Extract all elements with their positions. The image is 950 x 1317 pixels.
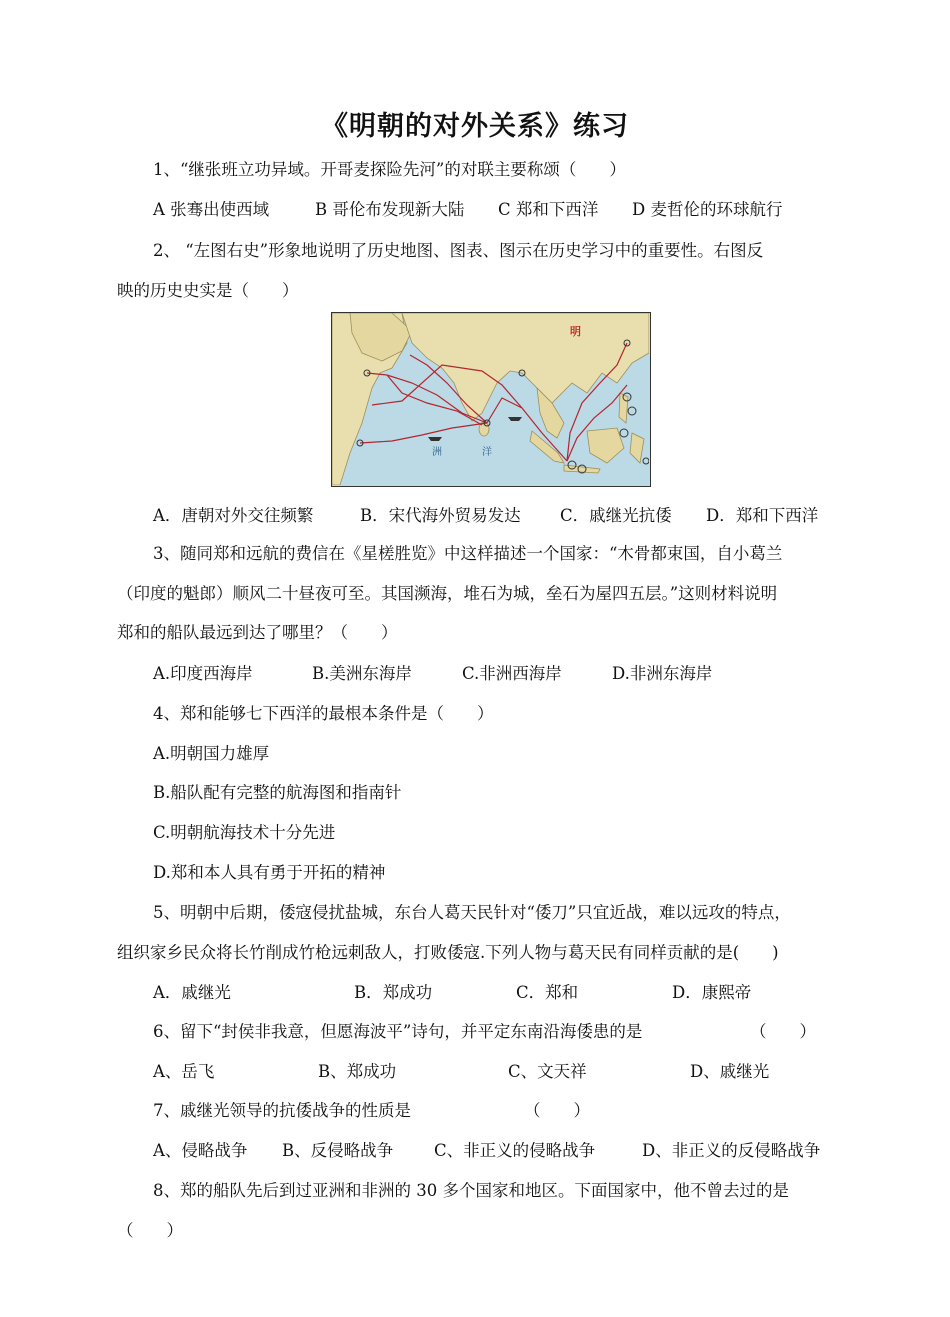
q4-stem: 4、郑和能够七下西洋的最根本条件是（ ） — [153, 704, 494, 723]
q2-option-c: C．戚继光抗倭 — [560, 506, 672, 525]
q6-stem: 6、留下“封侯非我意，但愿海波平”诗句，并平定东南沿海倭患的是 — [153, 1022, 643, 1041]
q5-line2: 组织家乡民众将长竹削成竹枪远刺敌人，打败倭寇.下列人物与葛天民有同样贡献的是( ) — [117, 943, 779, 962]
q3-line1: 3、随同郑和远航的费信在《星槎胜览》中这样描述一个国家：“木骨都束国，自小葛兰 — [153, 544, 783, 563]
q7-option-a: A、侵略战争 — [153, 1141, 248, 1160]
q1-option-d: D 麦哲伦的环球航行 — [632, 200, 783, 219]
map-graphic — [332, 313, 649, 485]
q2-stem-line1: 2、 “左图右史”形象地说明了历史地图、图表、图示在历史学习中的重要性。右图反 — [153, 241, 764, 260]
q3-option-d: D.非洲东海岸 — [612, 664, 713, 683]
map-label-sea-left: 洲 — [432, 447, 442, 458]
q6-option-b: B、郑成功 — [318, 1062, 397, 1081]
page-title: 《明朝的对外关系》练习 — [321, 111, 629, 142]
q5-option-c: C．郑和 — [516, 983, 579, 1002]
map-label-ming: 明 — [570, 325, 581, 338]
q5-option-a: A．戚继光 — [153, 983, 231, 1002]
q6-option-d: D、戚继光 — [690, 1062, 770, 1081]
q3-option-a: A.印度西海岸 — [153, 664, 253, 683]
q2-option-b: B．宋代海外贸易发达 — [360, 506, 521, 525]
q4-option-b: B.船队配有完整的航海图和指南针 — [153, 783, 402, 802]
q1-option-c: C 郑和下西洋 — [498, 200, 599, 219]
zheng-he-voyage-map — [331, 312, 651, 487]
q3-option-c: C.非洲西海岸 — [462, 664, 562, 683]
q7-option-c: C、非正义的侵略战争 — [434, 1141, 596, 1160]
q5-option-b: B．郑成功 — [354, 983, 433, 1002]
q8-line2: （ ） — [117, 1221, 183, 1240]
q1-option-b: B 哥伦布发现新大陆 — [315, 200, 465, 219]
q4-option-c: C.明朝航海技术十分先进 — [153, 823, 336, 842]
q3-line2: （印度的魁郎）顺风二十昼夜可至。其国濒海，堆石为城，垒石为屋四五层。”这则材料说明 — [117, 584, 778, 603]
q6-answer-blank: （ ） — [750, 1022, 816, 1041]
q7-answer-blank: （ ） — [524, 1101, 590, 1120]
q3-line3: 郑和的船队最远到达了哪里？（ ） — [117, 623, 398, 642]
q7-option-d: D、非正义的反侵略战争 — [642, 1141, 821, 1160]
q1-stem: 1、“继张班立功异域。开哥麦探险先河”的对联主要称颂（ ） — [153, 160, 626, 179]
q4-option-a: A.明朝国力雄厚 — [153, 744, 270, 763]
map-label-sea-right: 洋 — [482, 447, 492, 458]
q2-option-a: A．唐朝对外交往频繁 — [153, 506, 314, 525]
q2-option-d: D．郑和下西洋 — [706, 506, 819, 525]
q3-option-b: B.美洲东海岸 — [312, 664, 412, 683]
q4-option-d: D.郑和本人具有勇于开拓的精神 — [153, 863, 386, 882]
q5-line1: 5、明朝中后期，倭寇侵扰盐城，东台人葛天民针对“倭刀”只宜近战，难以远攻的特点， — [153, 903, 791, 922]
q5-option-d: D．康熙帝 — [672, 983, 752, 1002]
q6-option-c: C、文天祥 — [508, 1062, 587, 1081]
q8-line1: 8、郑的船队先后到过亚洲和非洲的 30 多个国家和地区。下面国家中，他不曾去过的是 — [153, 1181, 789, 1200]
q7-stem: 7、戚继光领导的抗倭战争的性质是 — [153, 1101, 411, 1120]
q7-option-b: B、反侵略战争 — [282, 1141, 394, 1160]
q6-option-a: A、岳飞 — [153, 1062, 215, 1081]
q2-stem-line2: 映的历史史实是（ ） — [117, 281, 299, 300]
q1-option-a: A 张骞出使西域 — [153, 200, 270, 219]
